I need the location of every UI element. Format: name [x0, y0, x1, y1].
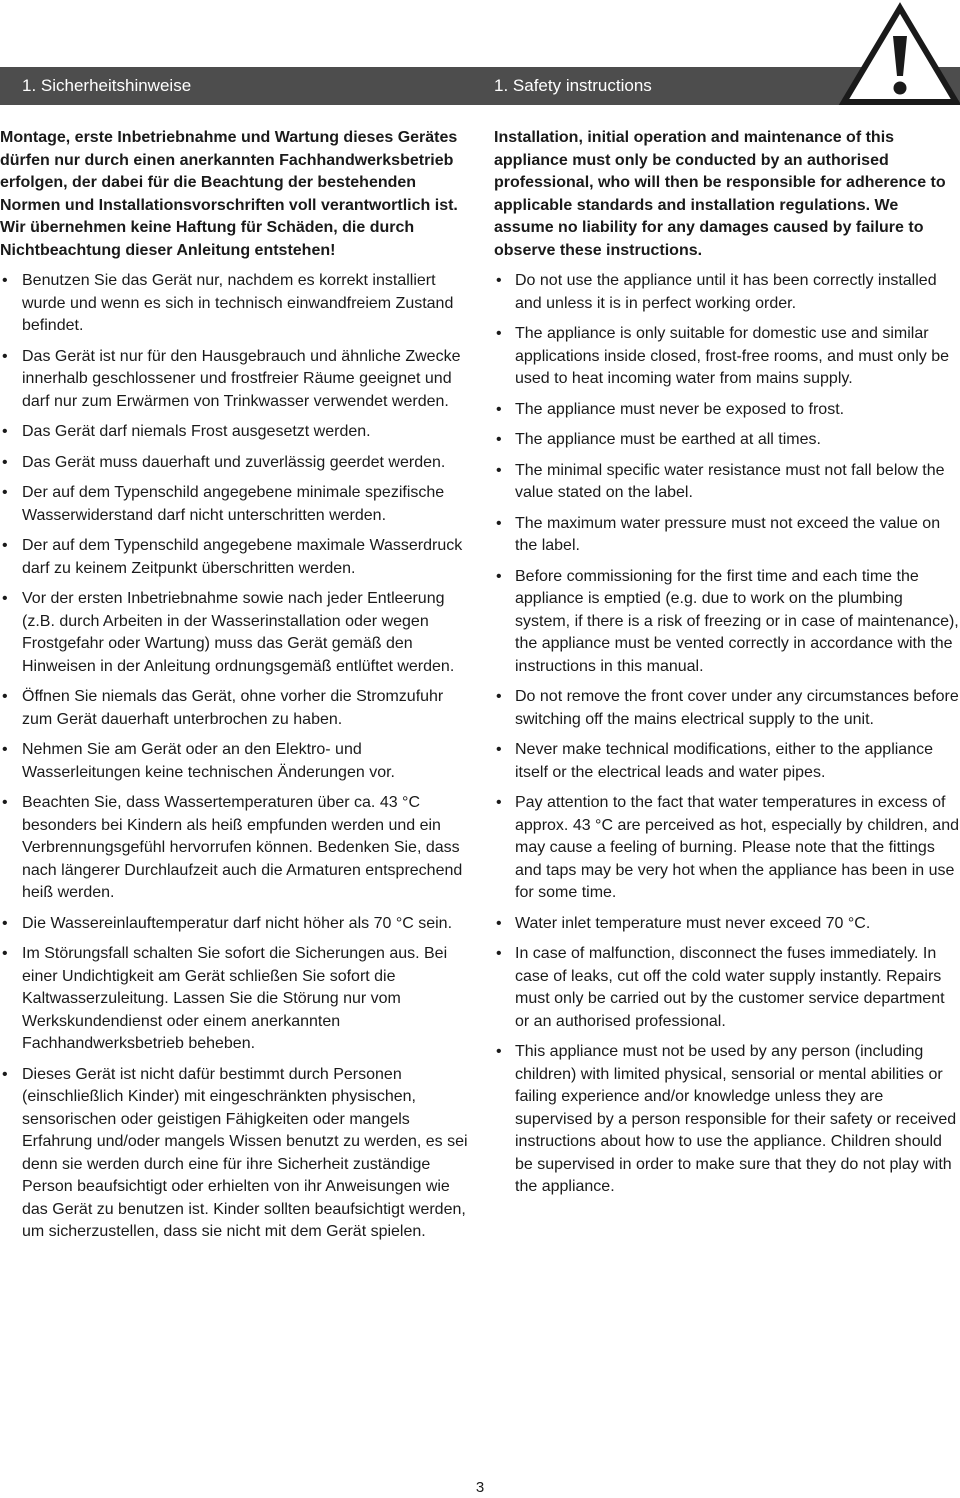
list-item-text: Der auf dem Typenschild angegebene maximale Wasserdruck darf zu keinem Zeitpunkt überschritten werden. — [22, 537, 463, 577]
bullet-dot-icon: • — [2, 423, 8, 440]
bullet-dot-icon: • — [496, 794, 502, 811]
list-item-text: Öffnen Sie niemals das Gerät, ohne vorher die Stromzufuhr zum Gerät dauerhaft unterbrochen zu haben. — [22, 688, 444, 728]
bullet-dot-icon: • — [2, 688, 8, 705]
list-item-text: The minimal specific water resistance must not fall below the value stated on the label. — [515, 461, 945, 501]
list-item — [0, 943, 474, 1056]
bullet-dot-icon: • — [496, 914, 502, 932]
english-column — [494, 127, 960, 1207]
section-header-bar — [0, 67, 960, 105]
list-item-text: Das Gerät darf niemals Frost ausgesetzt werden. — [22, 423, 371, 440]
list-item — [0, 588, 474, 678]
list-item-text: Do not use the appliance until it has been correctly installed and unless it is in perfect working order. — [515, 272, 937, 312]
list-item — [494, 1041, 960, 1199]
bullet-dot-icon: • — [2, 1065, 8, 1083]
bullet-dot-icon: • — [2, 945, 8, 962]
list-item-text: Benutzen Sie das Gerät nur, nachdem es korrekt installiert wurde und wenn es sich in technisch einwandfreiem Zustand befindet. — [22, 272, 454, 334]
bullet-dot-icon: • — [496, 431, 502, 448]
bullet-dot-icon: • — [2, 537, 8, 554]
list-item — [494, 270, 960, 315]
page-number: 3 — [475, 1479, 485, 1496]
list-item — [0, 792, 474, 905]
german-safety-list — [0, 270, 474, 1244]
bullet-dot-icon: • — [2, 914, 8, 932]
list-item — [494, 399, 960, 422]
bullet-dot-icon: • — [2, 347, 8, 365]
english-safety-list — [494, 270, 960, 1199]
list-item — [494, 739, 960, 784]
bullet-dot-icon: • — [496, 272, 502, 289]
list-item-text: Vor der ersten Inbetriebnahme sowie nach jeder Entleerung (z.B. durch Arbeiten in der Wasserinstallation oder wegen Frostgefahr oder Wartung) muss das Gerät gemäß den Hinweisen in der Anleitung ordnungsgemäß entlüftet werden. — [22, 590, 455, 675]
list-item-text: The maximum water pressure must not exceed the value on the label. — [515, 514, 941, 554]
list-item-text: Dieses Gerät ist nicht dafür bestimmt durch Personen (einschließlich Kinder) mit eingeschränkten physischen, sensorischen oder geistigen Fähigkeiten oder mangels Erfahrung und/oder mangels Wissen benutzt zu werden, es sei denn sie werden durch eine für ihre Sicherheit zuständige Person beaufsichtigt oder erhielten von ihr Anweisungen wie das Gerät zu benutzen ist. Kinder sollten beaufsichtigt werden, um sicherzustellen, dass sie nicht mit dem Gerät spielen. — [22, 1065, 468, 1240]
list-item — [0, 686, 474, 731]
list-item-text: Der auf dem Typenschild angegebene minimale spezifische Wasserwiderstand darf nicht unterschritten werden. — [22, 484, 445, 524]
list-item — [0, 535, 474, 580]
list-item-text: In case of malfunction, disconnect the fuses immediately. In case of leaks, cut off the cold water supply instantly. Repairs must only be carried out by the customer service department or an authorised professional. — [515, 945, 945, 1030]
list-item — [494, 792, 960, 905]
list-item-text: Never make technical modifications, either to the appliance itself or the electrical leads and water pipes. — [515, 741, 933, 781]
list-item — [0, 482, 474, 527]
list-item — [0, 739, 474, 784]
german-column — [0, 127, 474, 1252]
list-item-text: Das Gerät muss dauerhaft und zuverlässig geerdet werden. — [22, 453, 446, 471]
bullet-dot-icon: • — [496, 461, 502, 479]
english-intro-paragraph: Installation, initial operation and maintenance of this appliance must only be conducted by an authorised professional, who will then be responsible for adherence to applicable standards and installation regulations. We assume no liability for any damages caused by failure to observe these instructions. — [494, 129, 946, 259]
list-item-text: The appliance is only suitable for domestic use and similar applications inside closed, frost-free rooms, and must only be used to heat incoming water from mains supply. — [515, 325, 949, 387]
section-title-german: 1. Sicherheitshinweise — [22, 76, 192, 95]
list-item — [0, 421, 474, 444]
list-item — [0, 452, 474, 475]
list-item-text: Water inlet temperature must never exceed 70 °C. — [515, 914, 871, 932]
bullet-dot-icon: • — [496, 567, 502, 585]
german-intro-paragraph: Montage, erste Inbetriebnahme und Wartung dieses Gerätes dürfen nur durch einen anerkannten Fachhandwerksbetrieb erfolgen, der dabei für die Beachtung der bestehenden Normen und Installationsvorschriften voll verantwortlich ist. Wir übernehmen keine Haftung für Schäden, die durch Nichtbeachtung dieser Anleitung entstehen! — [0, 129, 458, 259]
bullet-dot-icon: • — [496, 688, 502, 705]
bullet-dot-icon: • — [2, 741, 8, 758]
bullet-dot-icon: • — [2, 484, 8, 501]
list-item — [0, 346, 474, 414]
list-item — [494, 943, 960, 1033]
bullet-dot-icon: • — [496, 741, 502, 758]
bullet-dot-icon: • — [2, 590, 8, 607]
warning-triangle-exclamation-icon — [836, 0, 960, 106]
list-item — [494, 460, 960, 505]
bullet-dot-icon: • — [496, 945, 502, 962]
list-item-text: The appliance must never be exposed to frost. — [515, 400, 845, 418]
list-item-text: Beachten Sie, dass Wassertemperaturen über ca. 43 °C besonders bei Kindern als heiß empfunden werden und ein Verbrennungsgefühl hervorrufen können. Bedenken Sie, dass nach längerer Durchlaufzeit auch die Armaturen entsprechend heiß werden. — [22, 794, 463, 901]
list-item — [494, 323, 960, 391]
list-item-text: Nehmen Sie am Gerät oder an den Elektro- und Wasserleitungen keine technischen Änderungen vor. — [22, 741, 395, 781]
list-item-text: Before commissioning for the first time and each time the appliance is emptied (e.g. due to work on the plumbing system, if there is a risk of freezing or in case of maintenance), the appliance must be vented correctly in accordance with the instructions in this manual. — [515, 567, 959, 675]
bullet-dot-icon: • — [2, 794, 8, 811]
list-item-text: Das Gerät ist nur für den Hausgebrauch und ähnliche Zwecke innerhalb geschlossener und frostfreier Räume geeignet und darf nur zum Erwärmen von Trinkwasser verwendet werden. — [22, 347, 461, 410]
list-item — [494, 429, 960, 452]
list-item — [494, 566, 960, 679]
list-item-text: The appliance must be earthed at all times. — [515, 431, 821, 448]
list-item-text: This appliance must not be used by any person (including children) with limited physical, sensorial or mental abilities or failing experience and/or knowledge unless they are supervised by a person responsible for their safety or received instructions about how to use the appliance. Children should be supervised in order to make sure that they do not play with the appliance. — [515, 1043, 957, 1195]
bullet-dot-icon: • — [496, 514, 502, 532]
bullet-dot-icon: • — [496, 325, 502, 342]
list-item-text: Do not remove the front cover under any circumstances before switching off the mains electrical supply to the unit. — [515, 688, 959, 728]
list-item — [494, 913, 960, 936]
list-item — [494, 686, 960, 731]
list-item-text: Im Störungsfall schalten Sie sofort die Sicherungen aus. Bei einer Undichtigkeit am Gerät schließen Sie sofort die Kaltwasserzuleitung. Lassen Sie die Störung nur vom Werkskundendienst oder einem anerkannten Fachhandwerksbetrieb beheben. — [22, 945, 448, 1052]
bullet-dot-icon: • — [496, 1043, 502, 1060]
list-item — [0, 1064, 474, 1244]
list-item-text: Pay attention to the fact that water temperatures in excess of approx. 43 °C are perceived as hot, especially by children, and may cause a feeling of burning. Please note that the fittings and taps may be very hot when the appliance has been in use for some time. — [515, 794, 959, 901]
bullet-dot-icon: • — [2, 272, 8, 289]
bullet-dot-icon: • — [496, 400, 502, 418]
list-item — [494, 513, 960, 558]
section-title-english: 1. Safety instructions — [494, 76, 652, 95]
list-item — [0, 270, 474, 338]
list-item — [0, 913, 474, 936]
bullet-dot-icon: • — [2, 453, 8, 471]
list-item-text: Die Wassereinlauftemperatur darf nicht höher als 70 °C sein. — [22, 914, 453, 932]
